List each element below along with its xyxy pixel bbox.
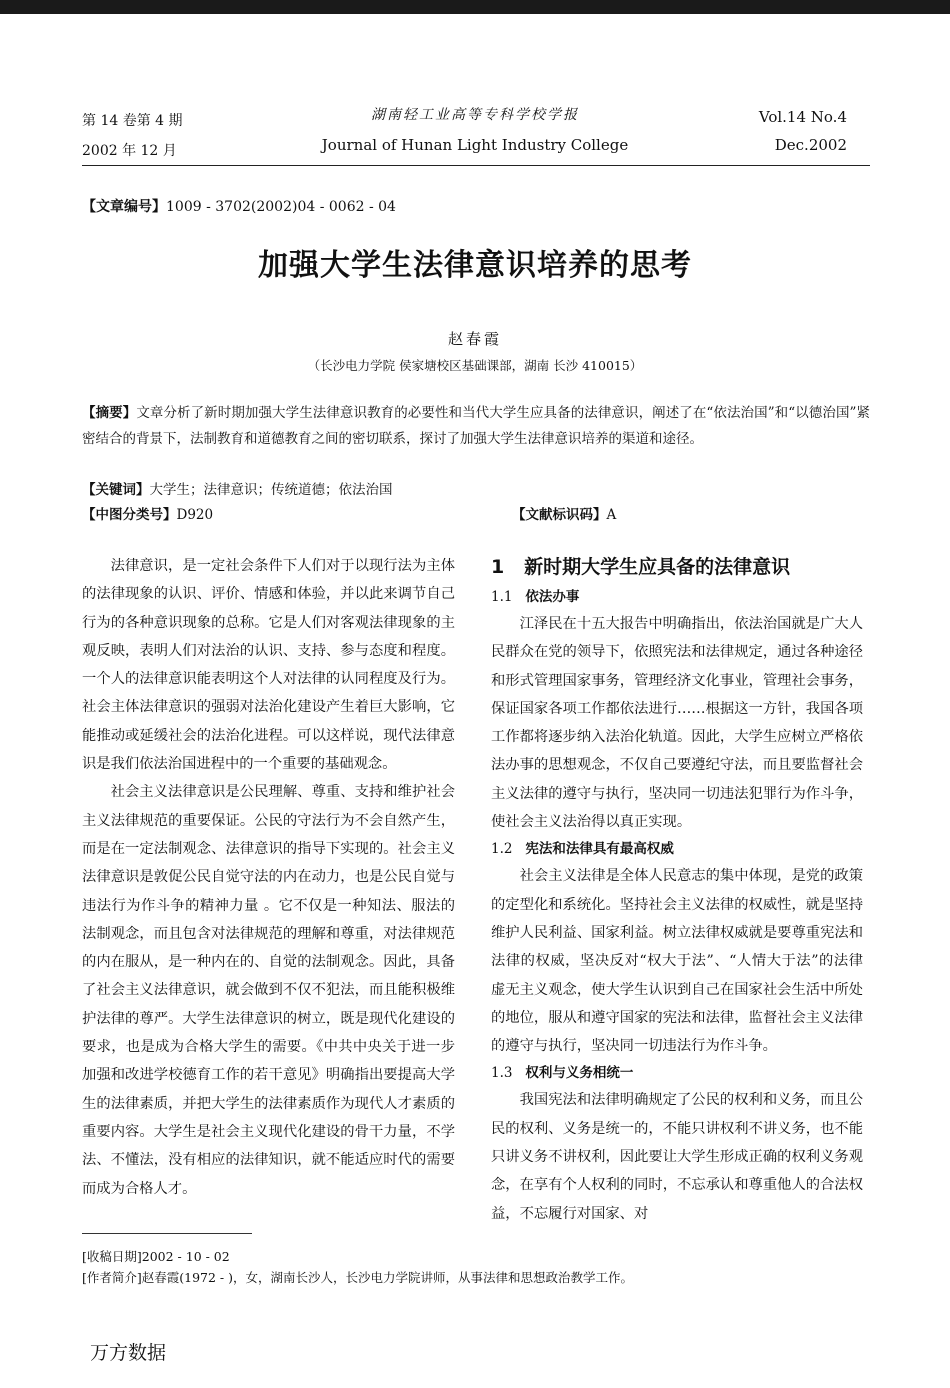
article-number-value: 1009 - 3702(2002)04 - 0062 - 04 xyxy=(166,199,396,215)
volume-en: Vol.14 No.4 xyxy=(758,108,847,126)
subsection-title: 依法办事 xyxy=(525,589,580,605)
subsection-title: 权利与义务相统一 xyxy=(525,1065,634,1082)
subsection-number: 1.2 xyxy=(491,841,513,858)
body-paragraph: 法律意识，是一定社会条件下人们对于以现行法为主体的法律现象的认识、评价、情感和体验，并以此来调节自己行为的各种意识现象的总称。它是人们对客观法律现象的主观反映，表明人们对法治的认识、支持、参与态度和程度。一个人的法律意识能表明这个人对法律的认同程度及行为。社会主体法律意识的强弱对法治化建设产生着巨大影响，它能推动或延缓社会的法治化进程。可以这样说，现代法律意识是我们依法治国进程中的一个重要的基础观念。 xyxy=(82,558,455,773)
article-title: 加强大学生法律意识培养的思考 xyxy=(258,248,692,283)
article-number xyxy=(82,196,396,216)
wanfang-watermark: 万方数据 xyxy=(90,1342,167,1364)
subsection-heading xyxy=(491,1060,863,1086)
doc-code-value: A xyxy=(606,507,617,523)
subsection-number: 1.1 xyxy=(491,589,513,605)
abstract-label: 【摘要】 xyxy=(82,405,137,421)
keywords xyxy=(82,478,393,502)
section-title: 新时期大学生应具备的法律意识 xyxy=(524,556,791,578)
subsection-number: 1.3 xyxy=(491,1065,513,1082)
subsection-title: 宪法和法律具有最高权威 xyxy=(525,841,674,858)
subsection-heading xyxy=(491,584,863,610)
clc-value: D920 xyxy=(176,507,214,523)
footnote-author-bio: [作者简介]赵春霞(1972 - )，女，湖南长沙人，长沙电力学院讲师，从事法律和思想政治教学工作。 xyxy=(82,1270,633,1285)
body-paragraph: 社会主义法律意识是公民理解、尊重、支持和维护社会主义法律规范的重要保证。公民的守法行为不会自然产生，而是在一定法制观念、法律意识的指导下实现的。社会主义法律意识是敦促公民自觉守法的内在动力，也是公民自觉与违法行为作斗争的精神力量 。它不仅是一种知法、服法的法制观念，而且包含对法律规范的理解和尊重，对法律规范的内在服从，是一种内在的、自觉的法制观念。因此，具备了社会主义法律意识，就会做到不仅不犯法，而且能积极维护法律的尊严。大学生法律意识的树立，既是现代化建设的要求，也是成为合格大学生的需要。《中共中央关于进一步加强和改进学校德育工作的若干意见》明确指出要提高大学生的法律素质，并把大学生的法律素质作为现代人才素质的重要内容。大学生是社会主义现代化建设的骨干力量，不学法、不懂法，没有相应的法律知识，就不能适应时代的需要而成为合格人才。 xyxy=(82,784,455,1197)
date-cn: 2002 年 12 月 xyxy=(82,143,177,159)
abstract-text: 文章分析了新时期加强大学生法律意识教育的必要性和当代大学生应具备的法律意识，阐述了在“依法治国”和“以德治国”紧密结合的背景下，法制教育和道德教育之间的密切联系，探讨了加强大学生法律意识培养的渠道和途径。 xyxy=(82,405,871,447)
author-affiliation: （长沙电力学院 侯家塘校区基础课部，湖南 长沙 410015） xyxy=(307,358,643,373)
clc-label: 【中图分类号】 xyxy=(82,507,177,523)
abstract xyxy=(82,400,870,452)
body-paragraph: 我国宪法和法律明确规定了公民的权利和义务，而且公民的权利、义务是统一的，不能只讲权利不讲义务，也不能只讲义务不讲权利，因此要让大学生形成正确的权利义务观念，在享有个人权利的同时，不忘承认和尊重他人的合法权益，不忘履行对国家、对 xyxy=(491,1092,863,1222)
volume-cn: 第 14 卷第 4 期 xyxy=(82,113,183,129)
left-column xyxy=(82,552,455,1203)
section-heading xyxy=(491,552,863,582)
right-column xyxy=(491,552,863,1228)
header-rule xyxy=(82,165,870,166)
body-paragraph: 社会主义法律是全体人民意志的集中体现，是党的政策的定型化和系统化。坚持社会主义法律的权威性，就是坚持维护人民利益、国家利益。树立法律权威就是要尊重宪法和法律的权威，坚决反对“权大于法”、“人情大于法”的法律虚无主义观念，使大学生认识到自己在国家社会生活中所处的地位，服从和遵守国家的宪法和法律，监督社会主义法律的遵守与执行，坚决同一切违法行为作斗争。 xyxy=(491,868,863,1055)
doc-code-label: 【文献标识码】 xyxy=(512,507,607,523)
section-number: 1 xyxy=(491,556,505,578)
keywords-text: 大学生；法律意识；传统道德；依法治国 xyxy=(149,482,393,498)
document-code xyxy=(512,503,616,523)
footnote-rule xyxy=(82,1233,252,1234)
author-name: 赵春霞 xyxy=(447,330,502,348)
clc-number xyxy=(82,503,213,523)
top-black-bar xyxy=(0,0,950,14)
date-en: Dec.2002 xyxy=(774,136,847,154)
header-right xyxy=(759,106,847,156)
subsection-heading xyxy=(491,836,863,862)
journal-name-en: Journal of Hunan Light Industry College xyxy=(321,136,629,154)
article-number-label: 【文章编号】 xyxy=(82,199,166,215)
footnote-received: [收稿日期]2002 - 10 - 02 xyxy=(82,1249,230,1264)
body-paragraph: 江泽民在十五大报告中明确指出，依法治国就是广大人民群众在党的领导下，依照宪法和法律规定，通过各种途径和形式管理国家事务，管理经济文化事业，管理社会事务，保证国家各项工作都依法进行……根据这一方针，我国各项工作都将逐步纳入法治化轨道。因此，大学生应树立严格依法办事的思想观念，不仅自己要遵纪守法，而且要监督社会主义法律的遵守与执行，坚决同一切违法犯罪行为作斗争，使社会主义法治得以真正实现。 xyxy=(491,616,863,831)
journal-name-cn: 湖南轻工业高等专科学校学报 xyxy=(371,107,579,123)
keywords-label: 【关键词】 xyxy=(82,482,150,498)
